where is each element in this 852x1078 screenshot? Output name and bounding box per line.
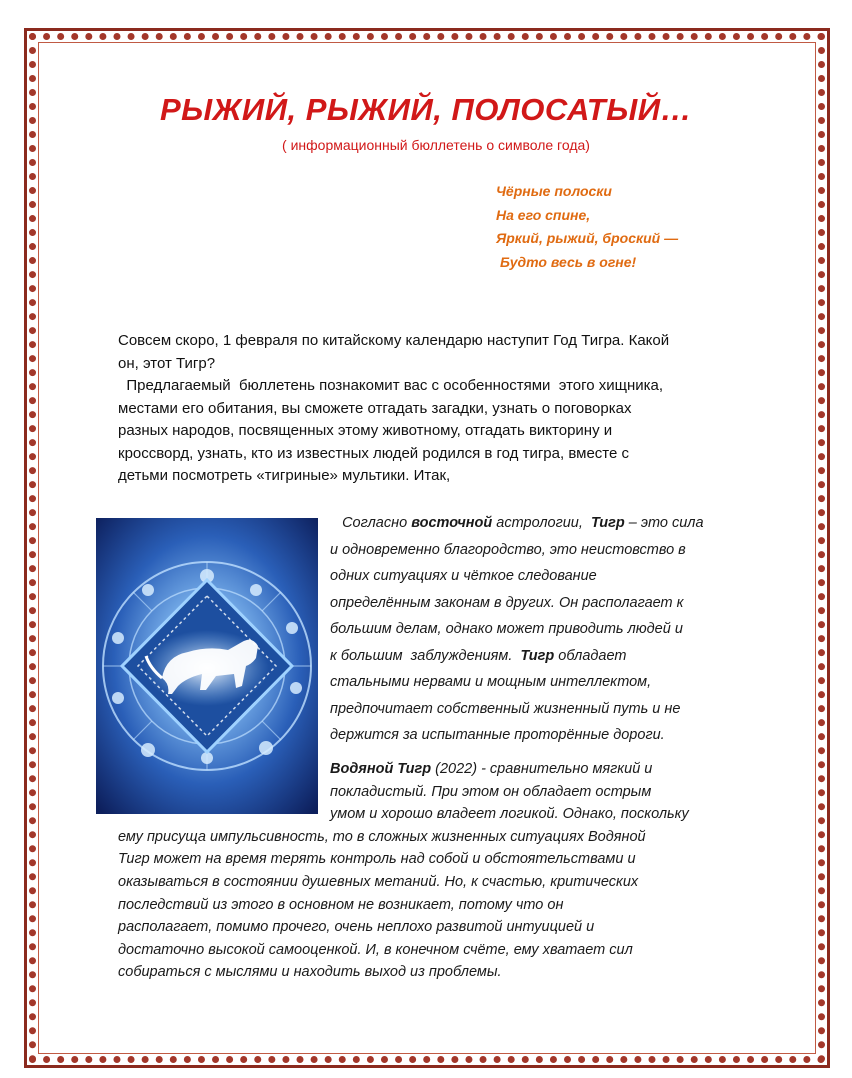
water-line: Тигр может на время терять контроль над собой и обстоятельствами и: [118, 851, 636, 868]
intro-line: он, этот Тигр?: [118, 354, 216, 372]
water-line: собираться с мыслями и находить выход из проблемы.: [118, 964, 502, 981]
intro-line: кроссворд, узнать, кто из известных людей родился в год тигра, вместе с: [118, 444, 629, 462]
astro-text: Согласно: [330, 515, 412, 531]
intro-paragraph: [118, 330, 808, 488]
intro-line: детьми посмотреть «тигриные» мультики. Итак,: [118, 467, 451, 484]
astro-line: стальными нервами и мощным интеллектом,: [330, 674, 652, 690]
astro-line: [330, 510, 810, 537]
astro-line: предпочитает собственный жизненный путь и не: [330, 700, 681, 717]
water-line: покладистый. При этом он обладает острым: [330, 783, 652, 800]
water-line: [118, 758, 818, 781]
poem-line: Будто весь в огне!: [500, 253, 637, 270]
water-line: располагает, помимо прочего, очень неплохо развитой интуицией и: [118, 919, 595, 936]
astro-bold: Тигр: [520, 647, 555, 664]
intro-line: местами его обитания, вы сможете отгадать загадки, узнать о поговорках: [118, 399, 632, 417]
astro-line: [330, 643, 810, 670]
water-line: ему присуща импульсивность, то в сложных жизненных ситуациях Водяной: [118, 828, 646, 845]
water-line: оказываться в состоянии душевных метаний. Но, к счастью, критических: [118, 873, 639, 890]
intro-line: разных народов, посвященных этому животному, отгадать викторину и: [118, 422, 613, 439]
astro-bold: восточной: [411, 515, 493, 531]
astro-line: определённым законам в других. Он располагает к: [330, 594, 684, 611]
water-bold: Водяной Тигр: [330, 761, 432, 777]
water-line: умом и хорошо владеет логикой. Однако, поскольку: [330, 806, 689, 823]
astro-line: и одновременно благородство, это неистовство в: [330, 541, 686, 558]
astro-line: большим делам, однако может приводить людей и: [330, 621, 683, 637]
astro-line: одних ситуациях и чёткое следование: [330, 568, 597, 584]
epigraph-poem: [496, 180, 678, 274]
poem-line: Чёрные полоски: [496, 183, 612, 199]
water-tiger-paragraph: [118, 758, 818, 984]
astro-text: астрологии,: [492, 515, 591, 531]
water-line: последствий из этого в основном не возникает, потому что он: [118, 896, 564, 913]
water-line: достаточно высокой самооценкой. И, в конечном счёте, ему хватает сил: [118, 941, 633, 958]
poem-line: Яркий, рыжий, броский —: [496, 230, 679, 246]
astrology-paragraph: [330, 510, 810, 749]
astro-text: – это сила: [624, 515, 704, 531]
intro-line: Совсем скоро, 1 февраля по китайскому календарю наступит Год Тигра. Какой: [118, 332, 670, 349]
poem-line: На его спине,: [496, 206, 591, 223]
astro-bold: Тигр: [590, 515, 625, 531]
astro-text: обладает: [554, 647, 627, 664]
page-title: РЫЖИЙ, РЫЖИЙ, ПОЛОСАТЫЙ…: [160, 92, 692, 127]
astro-text: к большим заблуждениям.: [330, 647, 521, 664]
astro-line: держится за испытанные проторённые дороги.: [330, 727, 665, 743]
page-subtitle: ( информационный бюллетень о символе года): [282, 137, 590, 153]
water-text: (2022) - сравнительно мягкий и: [431, 761, 653, 777]
intro-line: Предлагаемый бюллетень познакомит вас с особенностями этого хищника,: [118, 377, 664, 394]
